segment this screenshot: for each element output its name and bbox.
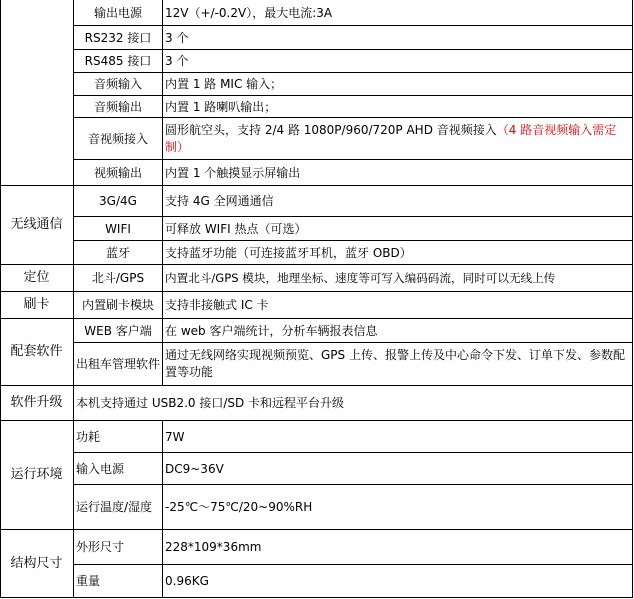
label-4g: 3G/4G: [74, 186, 163, 217]
label-card: 内置刷卡模块: [74, 292, 163, 319]
value-web: 在 web 客户端统计，分析车辆报表信息: [163, 319, 633, 343]
section-environment: 运行环境: [0, 421, 74, 530]
value-taxi: 通过无线网络实现视频预览、GPS 上传、报警上传及中心命令下发、订单下发、参数配置等功能: [163, 343, 633, 386]
value-upgrade: 本机支持通过 USB2.0 接口/SD 卡和远程平台升级: [74, 386, 633, 421]
label-audio-in: 音频输入: [74, 73, 163, 96]
value-video-out: 内置 1 个触摸显示屏输出: [163, 160, 633, 186]
label-taxi: 出租车管理软件: [74, 343, 163, 386]
value-audio-out: 内置 1 路喇叭输出；: [163, 96, 633, 118]
label-audio-out: 音频输出: [74, 96, 163, 118]
section-wireless: 无线通信: [0, 186, 74, 265]
value-power-consumption: 7W: [163, 421, 633, 453]
label-rs232: RS232 接口: [74, 26, 163, 50]
av-in-note: （4 路音视频输入需定制）: [165, 122, 617, 154]
value-4g: 支持 4G 全网通通信: [163, 186, 633, 217]
label-temperature: 运行温度/湿度: [74, 485, 163, 530]
value-rs485: 3 个: [163, 50, 633, 73]
value-rs232: 3 个: [163, 26, 633, 50]
value-weight: 0.96KG: [163, 565, 633, 598]
value-av-in: [163, 118, 633, 160]
label-gps: 北斗/GPS: [74, 265, 163, 292]
value-bluetooth: 支持蓝牙功能（可连接蓝牙耳机，蓝牙 OBD）: [163, 241, 633, 265]
label-power-consumption: 功耗: [74, 421, 163, 453]
label-video-out: 视频输出: [74, 160, 163, 186]
av-in-text: 圆形航空头，支持 2/4 路 1080P/960/720P AHD 音视频接入: [165, 122, 497, 137]
value-audio-in: 内置 1 路 MIC 输入；: [163, 73, 633, 96]
label-bluetooth: 蓝牙: [74, 241, 163, 265]
value-output-power: 12V（+/-0.2V），最大电流:3A: [163, 0, 633, 26]
section-structure: 结构尺寸: [0, 530, 74, 598]
value-card: 支持非接触式 IC 卡: [163, 292, 633, 319]
section-cell-blank: [0, 0, 74, 186]
section-software: 配套软件: [0, 319, 74, 386]
value-dimensions: 228*109*36mm: [163, 530, 633, 565]
section-positioning: 定位: [0, 265, 74, 292]
section-card: 刷卡: [0, 292, 74, 319]
value-gps: 内置北斗/GPS 模块，地理坐标、速度等可写入编码码流，同时可以无线上传: [163, 265, 633, 292]
label-rs485: RS485 接口: [74, 50, 163, 73]
label-input-power: 输入电源: [74, 453, 163, 485]
value-wifi: 可释放 WIFI 热点（可选）: [163, 217, 633, 241]
label-wifi: WIFI: [74, 217, 163, 241]
label-dimensions: 外形尺寸: [74, 530, 163, 565]
label-output-power: 输出电源: [74, 0, 163, 26]
value-temperature: -25℃～75℃/20~90%RH: [163, 485, 633, 530]
label-web: WEB 客户端: [74, 319, 163, 343]
label-av-in: 音视频接入: [74, 118, 163, 160]
section-upgrade: 软件升级: [0, 386, 74, 421]
value-input-power: DC9~36V: [163, 453, 633, 485]
label-weight: 重量: [74, 565, 163, 598]
